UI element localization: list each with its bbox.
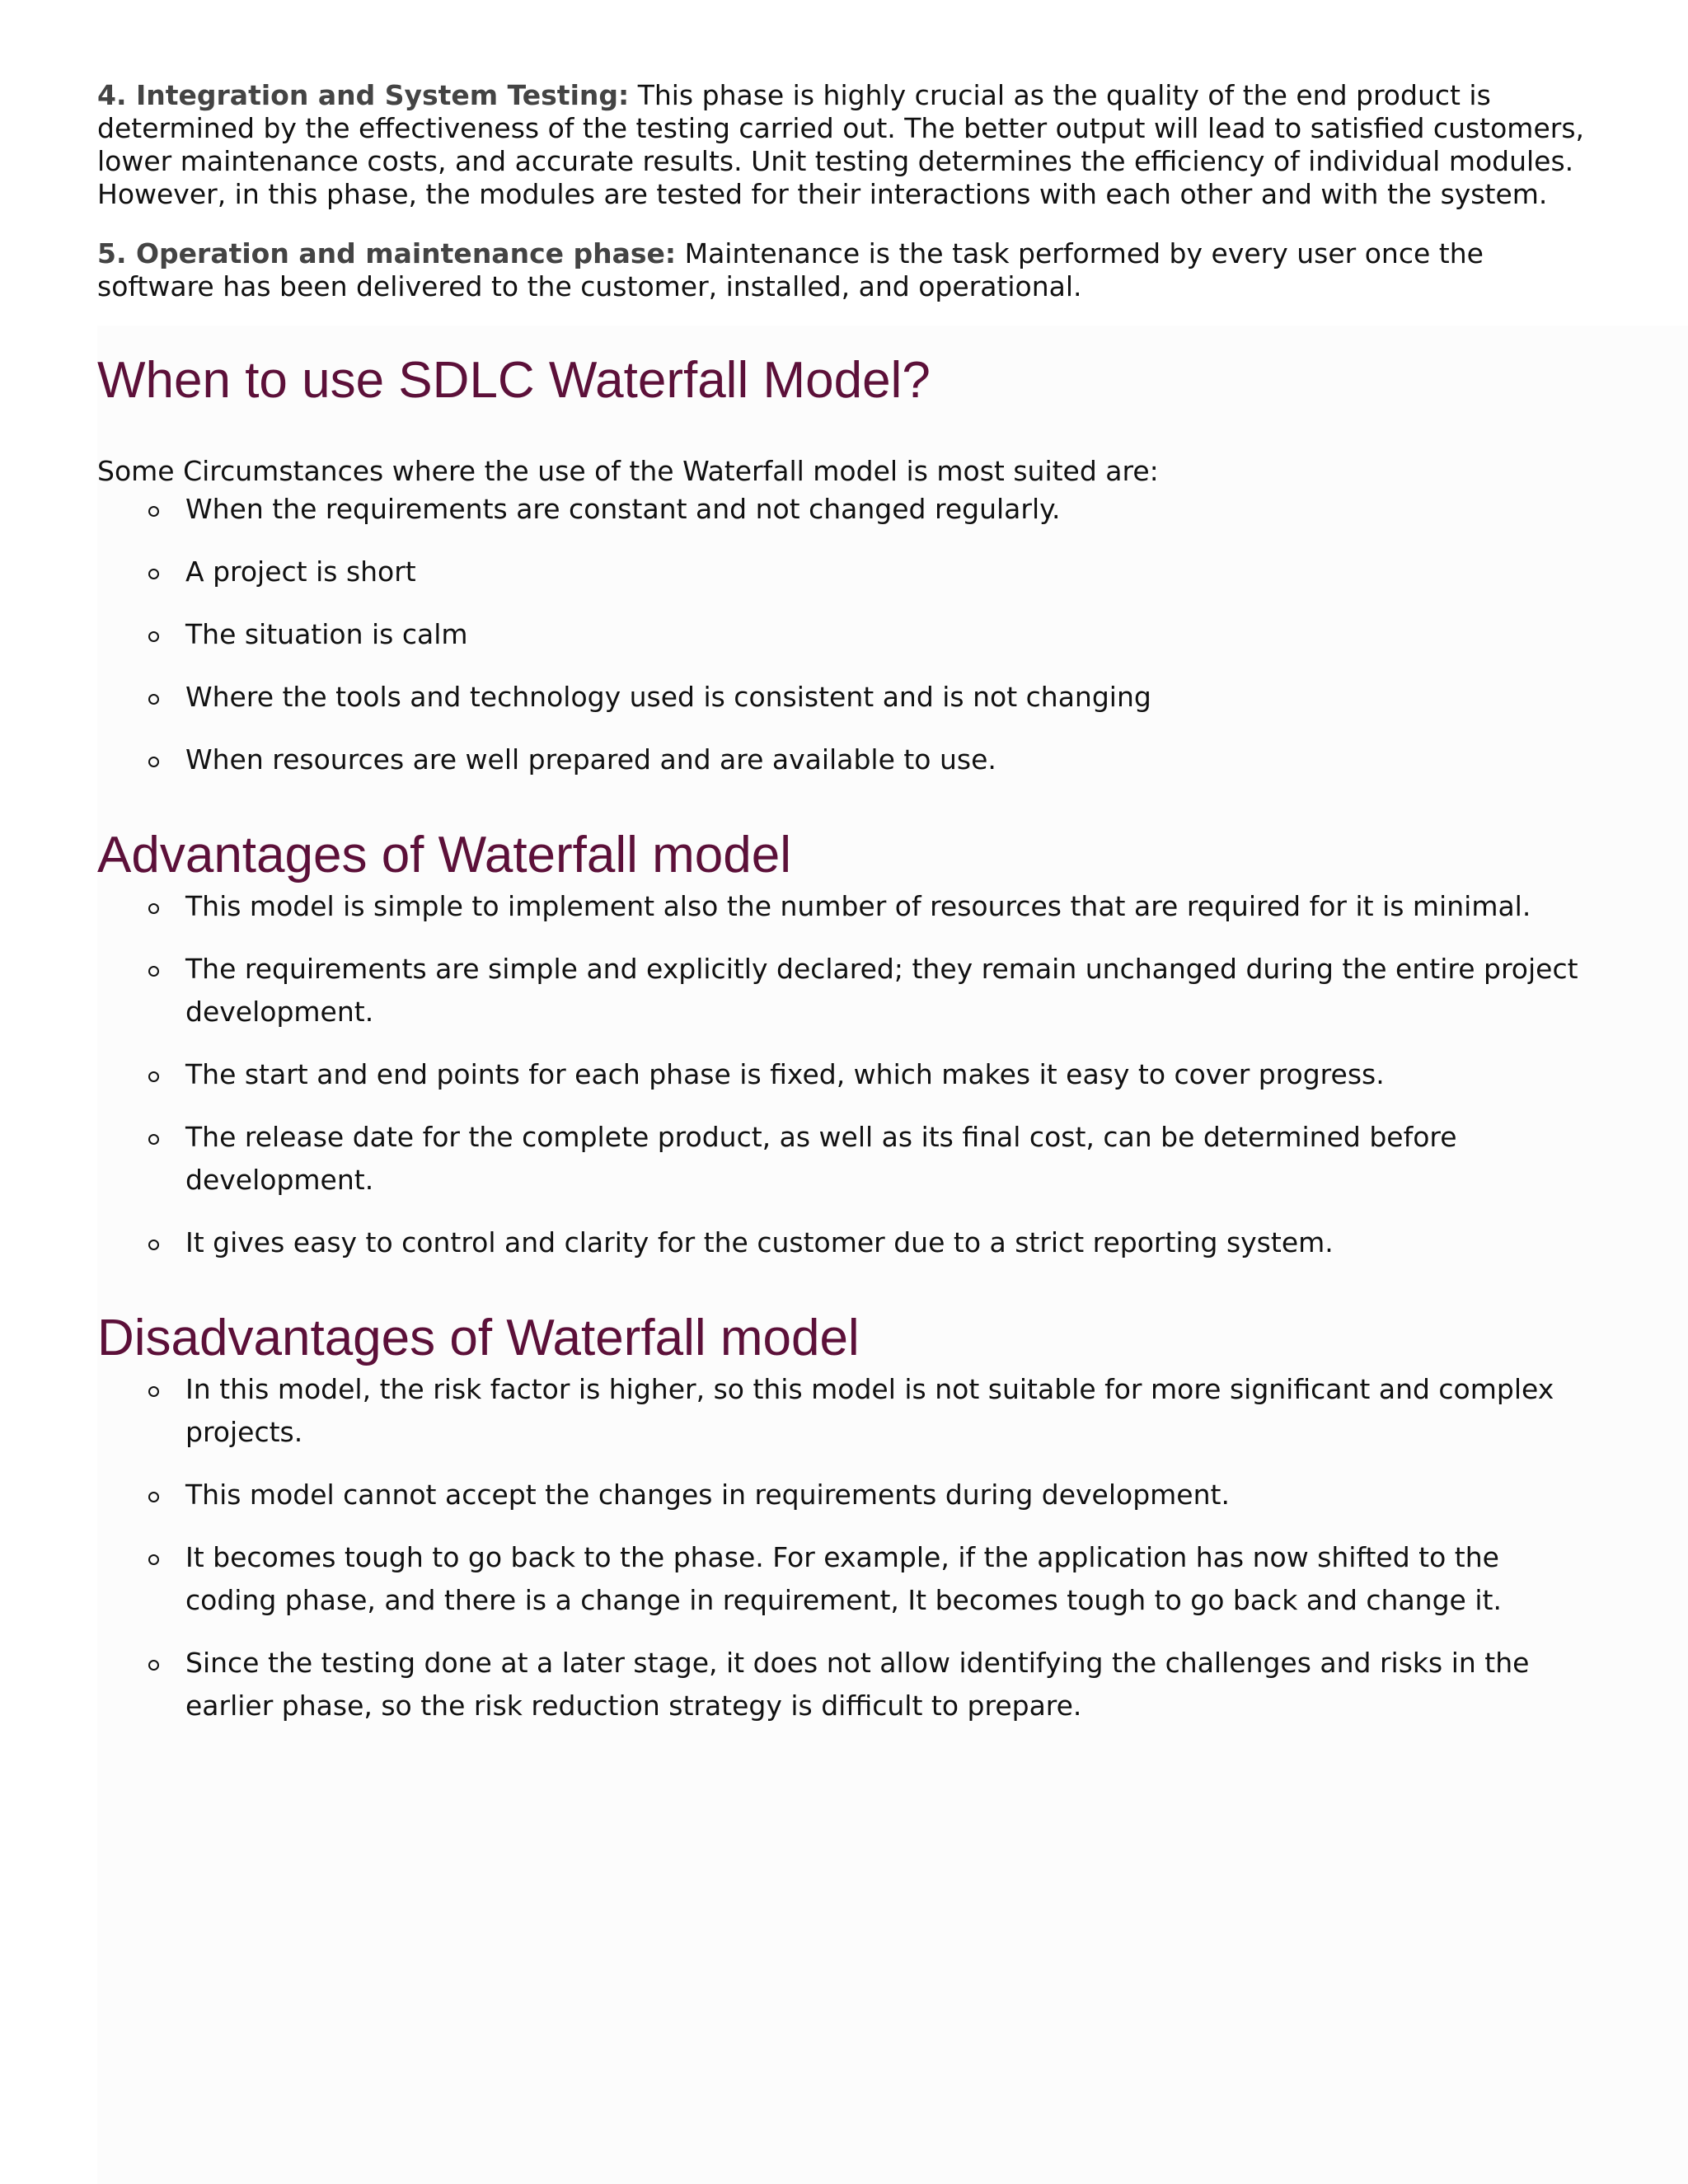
list-item [185, 1116, 1597, 1202]
list-item [185, 488, 1597, 531]
list-item-text: A project is short [185, 555, 416, 588]
bullet-icon [148, 506, 159, 517]
when-to-use-intro: Some Circumstances where the use of the Waterfall model is most suited are: [97, 455, 1159, 487]
list-item [185, 948, 1597, 1033]
list-item-text: This model cannot accept the changes in requirements during development. [185, 1479, 1230, 1511]
bullet-icon [148, 631, 159, 642]
phase-5-paragraph [97, 237, 1597, 303]
bullet-icon [148, 1071, 159, 1082]
list-item-text: The start and end points for each phase is fixed, which makes it easy to cover progress. [185, 1058, 1385, 1090]
bullet-icon [148, 966, 159, 977]
phase-4-text: This phase is highly crucial as the quality of the end product is determined by the effectiveness of the testing carried out. The better output will lead to satisfied customers, lower maintenance costs, and accurate results. Unit testing determines the efficiency of individual modules. However, in this phase, the modules are tested for their interactions with each other and with the system. [97, 79, 1585, 210]
list-item [185, 1642, 1597, 1727]
bullet-icon [148, 1554, 159, 1565]
list-item-text: Since the testing done at a later stage, it does not allow identifying the challenges and risks in the earlier phase, so the risk reduction strategy is difficult to prepare. [185, 1647, 1530, 1722]
bullet-icon [148, 569, 159, 579]
list-item-text: In this model, the risk factor is higher, so this model is not suitable for more significant and complex projects. [185, 1373, 1554, 1448]
list-item [185, 1368, 1597, 1454]
list-item [185, 1536, 1597, 1622]
bullet-icon [148, 1492, 159, 1502]
list-item-text: It gives easy to control and clarity for the customer due to a strict reporting system. [185, 1226, 1334, 1258]
phase-4-lead: 4. Integration and System Testing: [97, 79, 630, 111]
list-item [185, 613, 1597, 656]
list-item [185, 885, 1597, 928]
list-item-text: It becomes tough to go back to the phase. For example, if the application has now shifted to the coding phase, and there is a change in requirement, It becomes tough to go back and change it. [185, 1541, 1502, 1616]
bullet-icon [148, 757, 159, 767]
list-item [185, 1053, 1597, 1096]
disadvantages-list [97, 1368, 1597, 1727]
bullet-icon [148, 1240, 159, 1250]
bullet-icon [148, 1386, 159, 1397]
list-item [185, 551, 1597, 593]
list-item-text: This model is simple to implement also the number of resources that are required for it is minimal. [185, 890, 1531, 922]
list-item [185, 1221, 1597, 1264]
bullet-icon [148, 903, 159, 914]
list-item [185, 738, 1597, 781]
list-item-text: Where the tools and technology used is consistent and is not changing [185, 681, 1151, 713]
bullet-icon [148, 1134, 159, 1145]
list-item [185, 1474, 1597, 1516]
list-item-text: The release date for the complete product, as well as its final cost, can be determined before development. [185, 1121, 1457, 1196]
list-item [185, 676, 1597, 719]
when-to-use-list [97, 488, 1597, 781]
disadvantages-heading: Disadvantages of Waterfall model [97, 1310, 860, 1366]
list-item-text: When resources are well prepared and are available to use. [185, 743, 996, 776]
bullet-icon [148, 1660, 159, 1671]
phase-4-paragraph [97, 79, 1597, 211]
advantages-list [97, 885, 1597, 1264]
phase-5-lead: 5. Operation and maintenance phase: [97, 237, 677, 269]
when-to-use-heading: When to use SDLC Waterfall Model? [97, 352, 931, 409]
list-item-text: The requirements are simple and explicitly declared; they remain unchanged during the entire project development. [185, 953, 1578, 1028]
list-item-text: When the requirements are constant and not changed regularly. [185, 493, 1061, 525]
document-content [97, 79, 1597, 1747]
advantages-heading: Advantages of Waterfall model [97, 827, 792, 883]
list-item-text: The situation is calm [185, 618, 468, 650]
bullet-icon [148, 694, 159, 705]
phase-5-text: Maintenance is the task performed by every user once the software has been delivered to the customer, installed, and operational. [97, 237, 1484, 302]
